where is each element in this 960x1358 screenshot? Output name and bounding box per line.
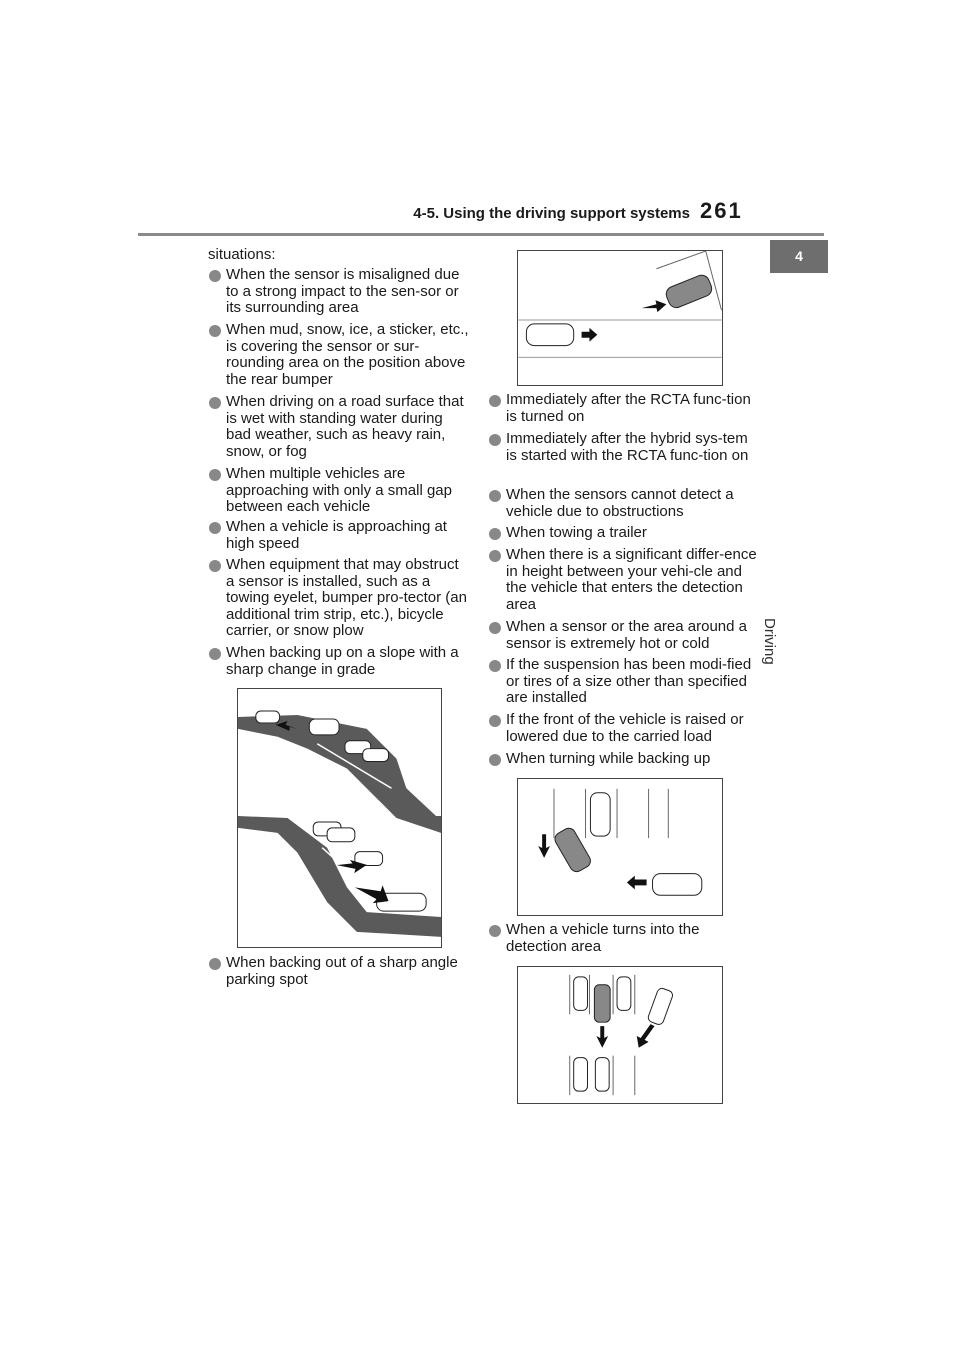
car-icon xyxy=(590,793,610,836)
car-icon xyxy=(617,977,631,1011)
bullet-dot-icon xyxy=(209,469,221,481)
page-number: 261 xyxy=(700,198,743,223)
bullet-dot-icon xyxy=(489,434,501,446)
bullet-dot-icon xyxy=(209,397,221,409)
bullet-dot-icon xyxy=(489,550,501,562)
bullet-dot-icon xyxy=(209,325,221,337)
car-icon xyxy=(327,828,355,842)
slope-illustration xyxy=(238,689,441,947)
angle-parking-figure xyxy=(517,250,723,386)
bullet-item: If the front of the vehicle is raised or lowered due to the carried load xyxy=(489,712,757,745)
bullet-item: When multiple vehicles are approaching with only a small gap between each vehicle xyxy=(209,466,471,516)
turning-backing-illustration xyxy=(518,779,722,915)
bullet-item: When turning while backing up xyxy=(489,751,757,768)
arrow-icon xyxy=(538,834,550,858)
car-icon xyxy=(256,711,280,723)
angle-parking-illustration xyxy=(518,251,722,385)
bullet-item: Immediately after the hybrid sys-tem is started with the RCTA func-tion on xyxy=(489,431,757,464)
bullet-item: When mud, snow, ice, a sticker, etc., is covering the sensor or sur-rounding area on the position above the rear bumper xyxy=(209,322,471,388)
car-icon xyxy=(309,719,339,735)
arrow-icon xyxy=(627,876,647,890)
bullet-item: When backing out of a sharp angle parking spot xyxy=(209,955,471,988)
arrow-icon xyxy=(596,1026,608,1048)
bullet-dot-icon xyxy=(489,490,501,502)
arrow-icon xyxy=(355,885,389,903)
chapter-label: Driving xyxy=(761,618,778,665)
detection-area-figure xyxy=(517,966,723,1104)
header-section-title: 4-5. Using the driving support systems xyxy=(413,205,690,222)
bullet-dot-icon xyxy=(209,270,221,282)
bullet-item: When there is a significant differ-ence in height between your vehi-cle and the vehicle that enters the detection area xyxy=(489,547,757,613)
bullet-item: When the sensor is misaligned due to a strong impact to the sen-sor or its surrounding area xyxy=(209,267,471,317)
parking-line xyxy=(656,251,705,269)
bullet-dot-icon xyxy=(489,660,501,672)
bullet-dot-icon xyxy=(489,754,501,766)
bullet-dot-icon xyxy=(209,560,221,572)
arrow-icon xyxy=(582,328,598,342)
detection-area-illustration xyxy=(518,967,722,1103)
car-icon xyxy=(647,987,674,1026)
bullet-dot-icon xyxy=(209,648,221,660)
bullet-dot-icon xyxy=(489,528,501,540)
bullet-item: When the sensors cannot detect a vehicle due to obstructions xyxy=(489,487,757,520)
bullet-item: When driving on a road surface that is wet with standing water during bad weather, such as heavy rain, snow, or fog xyxy=(209,394,471,460)
bullet-item: Immediately after the RCTA func-tion is turned on xyxy=(489,392,757,425)
car-icon xyxy=(595,1058,609,1092)
chapter-number: 4 xyxy=(795,248,803,264)
bullet-item: When a vehicle turns into the detection area xyxy=(489,922,757,955)
bullet-item: When a vehicle is approaching at high speed xyxy=(209,519,471,552)
arrow-icon xyxy=(637,1024,655,1048)
bullet-item: When towing a trailer xyxy=(489,525,757,542)
bullet-dot-icon xyxy=(209,958,221,970)
car-icon xyxy=(664,273,714,310)
bullet-dot-icon xyxy=(489,925,501,937)
slope-figure xyxy=(237,688,442,948)
car-icon xyxy=(574,977,588,1011)
bullet-dot-icon xyxy=(489,395,501,407)
bullet-item: When backing up on a slope with a sharp change in grade xyxy=(209,645,471,678)
bullet-dot-icon xyxy=(489,622,501,634)
car-icon xyxy=(526,324,573,346)
car-icon xyxy=(653,874,702,896)
car-icon xyxy=(574,1058,588,1092)
car-icon xyxy=(594,985,610,1022)
bullet-item: If the suspension has been modi-fied or tires of a size other than specified are installed xyxy=(489,657,757,707)
turning-backing-figure xyxy=(517,778,723,916)
header-rule xyxy=(138,233,824,236)
arrow-icon xyxy=(642,300,667,312)
intro-text: situations: xyxy=(208,246,276,263)
car-icon xyxy=(363,749,389,762)
bullet-dot-icon xyxy=(209,522,221,534)
bullet-item: When equipment that may obstruct a sensor is installed, such as a towing eyelet, bumper pro-tector (an additional trim strip, etc.), bicycle carrier, or snow plow xyxy=(209,557,471,640)
bullet-item: When a sensor or the area around a sensor is extremely hot or cold xyxy=(489,619,757,652)
bullet-dot-icon xyxy=(489,715,501,727)
upper-road xyxy=(238,715,441,833)
car-icon xyxy=(552,826,592,874)
